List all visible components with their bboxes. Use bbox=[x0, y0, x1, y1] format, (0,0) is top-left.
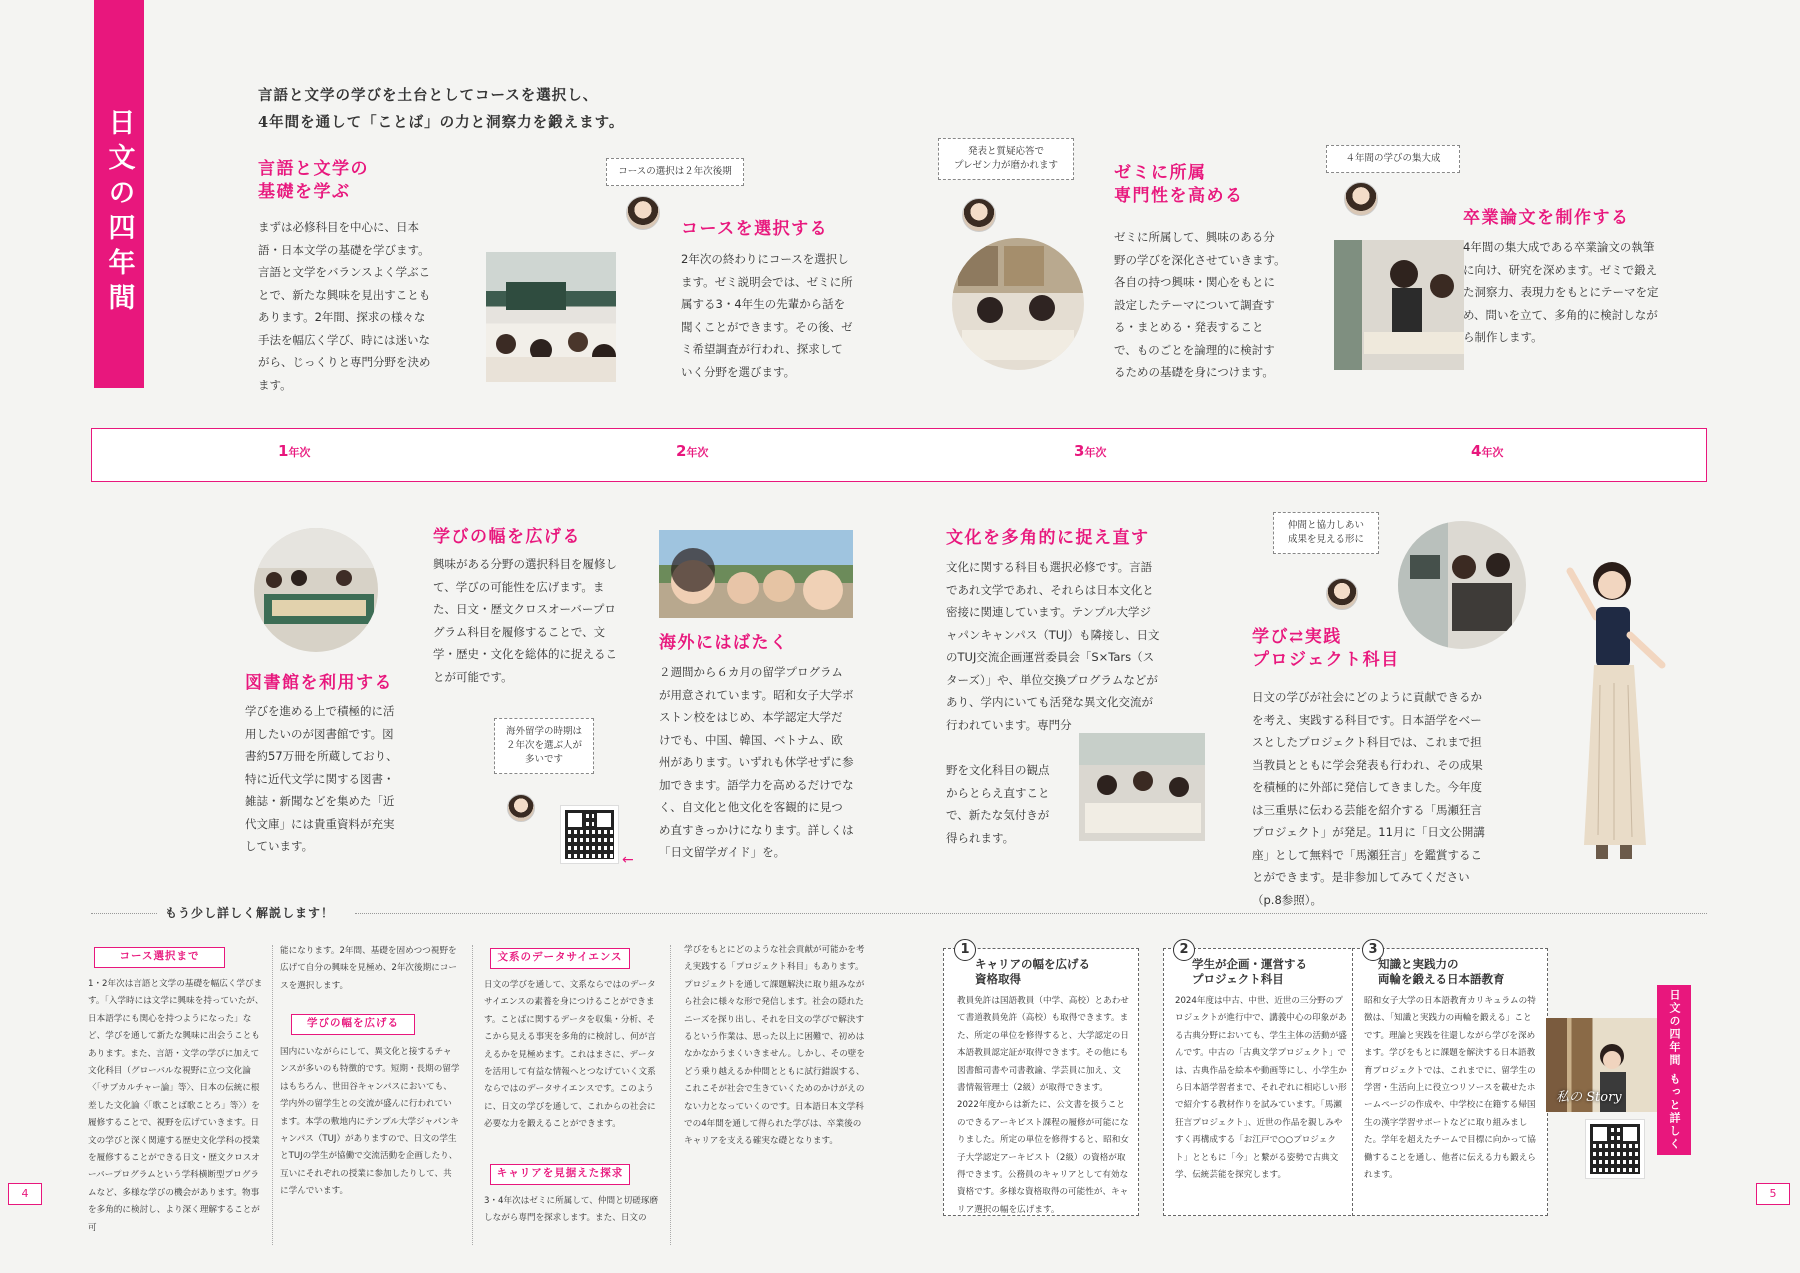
year-4: 4年次 bbox=[1471, 442, 1504, 460]
detail-line-left bbox=[91, 913, 157, 914]
col2-text-a: 能になります。2年間、基礎を固めつつ視野を広げて自分の興味を見極め、2年次後期にコースを選択します。 bbox=[280, 946, 457, 991]
b3-bubble: 海外留学の時期は ２年次を選ぶ人が 多いです bbox=[494, 718, 594, 774]
s2-bubble: コースの選択は２年次後期 bbox=[606, 158, 744, 186]
library-photo bbox=[254, 528, 378, 652]
s4-bubble: ４年間の学びの集大成 bbox=[1326, 145, 1460, 173]
s4-photo bbox=[1334, 240, 1464, 370]
lead-text: 言語と文学の学びを土台としてコースを選択し、 4年間を通して「ことば」の力と洞察力を鍛えます。 bbox=[258, 87, 625, 131]
classroom-image bbox=[486, 252, 616, 382]
b5-heading: 学び⇄実践 プロジェクト科目 bbox=[1252, 627, 1400, 670]
b4-body-1: 文化に関する科目も選択必修です。言語であれ文学であれ、それらは日本文化と密接に関連しています。テンプル大学ジャパンキャンパス（TUJ）も隣接し、日文のTUJ交流企画運営委員会「S×Tars（スターズ）」や、単位交換プログラムなどがあり、学内にいても活発な異文化交流が行われています。専門分 bbox=[946, 560, 1160, 732]
abroad-photo bbox=[659, 530, 853, 618]
page-number-left: 4 bbox=[8, 1183, 42, 1205]
library-image bbox=[254, 528, 378, 652]
career-tag: キャリアを見据えた探求 bbox=[490, 1164, 630, 1185]
project-photo bbox=[1398, 521, 1526, 649]
data-science-tag: 文系のデータサイエンス bbox=[490, 948, 630, 969]
more-details-banner[interactable]: 日文の四年間 もっと詳しく bbox=[1657, 985, 1691, 1155]
box-text: 昭和女子大学の日本語教育カリキュラムの特徴は、「知識と実践力の両輪を鍛える」ことです。理論と実践を往還しながら学びを深めます。学びをもとに課題を解決する日本語教育プロジェクトでは、これまでに、留学生の学習・生活向上に役立つリソースを載せたホームページの作成や、中学校に在籍する帰国生の漢字学習サポートなどに取り組みました。学年を超えたチームで目標に向かって協働することを通し、他者に伝える力も鍛えられます。 bbox=[1364, 996, 1536, 1181]
b2-heading: 学びの幅を広げる bbox=[433, 527, 581, 547]
b1-heading: 図書館を利用する bbox=[245, 673, 393, 693]
detail-heading: もう少し詳しく解説します！ bbox=[165, 906, 335, 920]
col3-text-b: 3・4年次はゼミに所属して、仲間と切磋琢磨しながら専門を探求します。また、日文の bbox=[484, 1196, 659, 1224]
s4-body: 4年間の集大成である卒業論文の執筆に向け、研究を深めます。ゼミで鍛えた洞察力、表現力をもとにテーマを定め、問いを立て、多角的に検討しながら制作します。 bbox=[1463, 240, 1659, 344]
page-number-right: 5 bbox=[1756, 1183, 1790, 1205]
b5-body: 日文の学びが社会にどのように貢献できるかを考え、実践する科目です。日本語学をベースとしたプロジェクト科目では、これまで担当教員とともに学会発表も行われ、その成果を積極的に外部に発信してきました。今年度は三重県に伝わる芸能を紹介する「馬瀬狂言プロジェクト」が発足。11月に「日文公開講座」として無料で「馬瀬狂言」を鑑賞することができます。是非参加してみてください（p.8参照）。 bbox=[1252, 690, 1485, 907]
s3-photo bbox=[952, 238, 1084, 370]
student-avatar bbox=[507, 794, 535, 822]
arrow-left-icon: ← bbox=[622, 852, 634, 868]
col1-text: 1・2年次は言語と文学の基礎を幅広く学びます。「入学時には文学に興味を持っていたが、日本語学にも関心を持つようになった」など、学びを通して新たな興味に出会うこともあります。また、言語・文学の学びに加えて文化科目（グローバルな視野に立つ文化論〈「サブカルチャー論」等〉、日本の伝統に根差した文化論〈「歌ことば歌ことろ」等〉）を履修することで、視野を広げていきます。日文の学びと深く関連する歴史文化学科の授業を履修することができる日文・歴文クロスオーバープログラムという学科横断型プログラムなど、多様な学びの機会があります。物事を多角的に検討し、より深く理解することが可 bbox=[88, 979, 264, 1233]
year-1: 1年次 bbox=[278, 442, 311, 460]
s1-body: まずは必修科目を中心に、日本語・日本文学の基礎を学びます。言語と文学をバランスよく学ぶことで、新たな興味を見出すこともあります。2年間、探求の様々な手法を幅広く学び、時には迷いながら、じっくりと専門分野を決めます。 bbox=[258, 220, 431, 392]
s1-photo bbox=[486, 252, 616, 382]
study-abroad-qr-code[interactable] bbox=[561, 806, 618, 863]
b3-heading: 海外にはばたく bbox=[659, 633, 789, 653]
box-number: 2 bbox=[1173, 939, 1195, 961]
year-3: 3年次 bbox=[1074, 442, 1107, 460]
thesis-image bbox=[1334, 240, 1464, 370]
s4-heading: 卒業論文を制作する bbox=[1463, 208, 1630, 228]
s1-heading: 言語と文学の 基礎を学ぶ bbox=[258, 159, 369, 202]
column-separator bbox=[472, 945, 473, 1245]
year-timeline bbox=[91, 428, 1707, 482]
detail-line-right bbox=[355, 913, 1707, 914]
student-avatar bbox=[1326, 578, 1358, 610]
b3-body: ２週間から６カ月の留学プログラムが用意されています。昭和女子大学ボストン校をはじめ、本学認定大学だけでも、中国、韓国、ベトナム、欧州があります。いずれも休学せずに参加できます。語学力を高めるだけでなく、自文化と他文化を客観的に見つめ直すきっかけになります。詳しくは「日文留学ガイド」を。 bbox=[659, 665, 854, 859]
box-number: 1 bbox=[954, 939, 976, 961]
box-title: 学生が企画・運営する プロジェクト科目 bbox=[1192, 957, 1307, 986]
box-text: 2024年度は中古、中世、近世の三分野のプロジェクトが進行中で、講義中心の印象がある古典分野においても、学生主体の活動が盛んです。中古の「古典文学プロジェクト」では、古典作品を絵本や動画等にし、小学生から日本語学習者まで、それぞれに相応しい形で紹介する教材作りを試みています。「馬瀬狂言プロジェクト」、近世の作品を親しみやすく再構成する「お江戸で○○プロジェクト」とともに「今」と繋がる姿勢で古典文学、伝統芸能を探究します。 bbox=[1175, 996, 1347, 1181]
culture-image bbox=[1079, 733, 1205, 841]
box-title: 知識と実践力の 両輪を鍛える日本語教育 bbox=[1378, 957, 1505, 986]
year-2: 2年次 bbox=[676, 442, 709, 460]
column-separator bbox=[272, 945, 273, 1245]
student-avatar bbox=[962, 198, 996, 232]
broaden-learning-tag: 学びの幅を広げる bbox=[291, 1014, 415, 1035]
col3-text-a: 日文の学びを通して、文系ならではのデータサイエンスの素養を身につけることができます。ことばに関するデータを収集・分析、そこから見える事実を多角的に検討し、何が言えるかを見極めます。これはまさに、データを活用して有益な情報へとつなげていく文系ならではのデータサイエンスです。このように、日文の学びを通して、これからの社会に必要な力を鍛えることができます。 bbox=[484, 980, 656, 1130]
s3-body: ゼミに所属して、興味のある分野の学びを深化させていきます。各自の持つ興味・関心をもとに設定したテーマについて調査する・まとめる・発表することで、ものごとを論理的に検討するための基礎を身につけます。 bbox=[1114, 230, 1286, 379]
seminar-image bbox=[952, 238, 1084, 370]
box-text: 教員免許は国語教員（中学、高校）とあわせて書道教員免許（高校）も取得できます。また、所定の単位を修得すると、大学認定の日本語教員認定証が取得できます。その他にも図書館司書や司書教諭、学芸員に加え、文書情報管理士（2級）が取得できます。2022年度からは新たに、公文書を扱うことのできるアーキビスト課程の履修が可能になりました。所定の単位を修得すると、昭和女子大学認定アーキビスト（2級）の資格が取得できます。公務員のキャリアとして有効な資格です。多様な資格取得の可能性が、キャリア選択の幅を広げます。 bbox=[957, 996, 1129, 1215]
side-title: 日文の四年間 bbox=[94, 0, 144, 388]
abroad-image bbox=[659, 530, 853, 618]
story-thumbnail[interactable] bbox=[1546, 1018, 1662, 1112]
story-label: 私の Story bbox=[1556, 1090, 1622, 1105]
s3-heading: ゼミに所属 専門性を高める bbox=[1114, 163, 1244, 206]
col4-text: 学びをもとにどのような社会貢献が可能かを考え実践する「プロジェクト科目」もあります。プロジェクトを通して課題解決に取り組みながら社会に様々な形で発信します。社会の隠れたニーズを探り出し、それを日文の学びで解決するという作業は、思った以上に困難で、初めはなかなかうまくいきません。しかし、その壁をどう乗り越えるか仲間とともに試行錯誤する、これこそが社会で生きていくためのかけがえのない力となっていくのです。日本語日本文学科での4年間を通して得られた学びは、卒業後のキャリアを支える確実な礎となります。 bbox=[684, 945, 865, 1147]
col2-text-b: 国内にいながらにして、異文化と接するチャンスが多いのも特徴的です。短期・長期の留学はもちろん、世田谷キャンパスにおいても、学内外の留学生との交流が盛んに行われています。本学の敷地内にテンプル大学ジャパンキャンパス（TUJ）がありますので、日文の学生とTUJの学生が協働で交流活動を企画したり、互いにそれぞれの授業に参加したりして、共に学んでいます。 bbox=[280, 1047, 460, 1197]
b2-body: 興味がある分野の選択科目を履修して、学びの可能性を広げます。また、日文・歴文クロスオーバープログラム科目を履修することで、文学・歴史・文化を総体的に捉えることが可能です。 bbox=[433, 557, 617, 684]
b4-heading: 文化を多角的に捉え直す bbox=[946, 528, 1150, 548]
b5-bubble: 仲間と協力しあい 成果を見える形に bbox=[1273, 512, 1379, 554]
box-title: キャリアの幅を広げる 資格取得 bbox=[975, 957, 1090, 986]
more-details-qr-code[interactable] bbox=[1586, 1120, 1644, 1178]
course-selection-tag: コース選択まで bbox=[94, 947, 225, 968]
culture-photo bbox=[1079, 733, 1205, 841]
student-avatar bbox=[626, 196, 660, 230]
s3-bubble: 発表と質疑応答で プレゼン力が磨かれます bbox=[938, 138, 1074, 180]
b4-body-2: 野を文化科目の観点からとらえ直すことで、新たな気付きが得られます。 bbox=[946, 763, 1050, 845]
s2-body: 2年次の終わりにコースを選択します。ゼミ説明会では、ゼミに所属する3・4年生の先輩から話を聞くことができます。その後、ゼミ希望調査が行われ、探求していく分野を選びます。 bbox=[681, 252, 853, 379]
column-separator bbox=[670, 945, 671, 1245]
project-image bbox=[1398, 521, 1526, 649]
student-figure bbox=[1550, 555, 1670, 865]
s2-heading: コースを選択する bbox=[681, 219, 829, 239]
box-number: 3 bbox=[1362, 939, 1384, 961]
graduate-avatar bbox=[1344, 182, 1378, 216]
b1-body: 学びを進める上で積極的に活用したいのが図書館です。図書約57万冊を所蔵しており、特に近代文学に関する図書・雑誌・新聞などを集めた「近代文庫」には貴重資料が充実しています。 bbox=[245, 704, 398, 853]
